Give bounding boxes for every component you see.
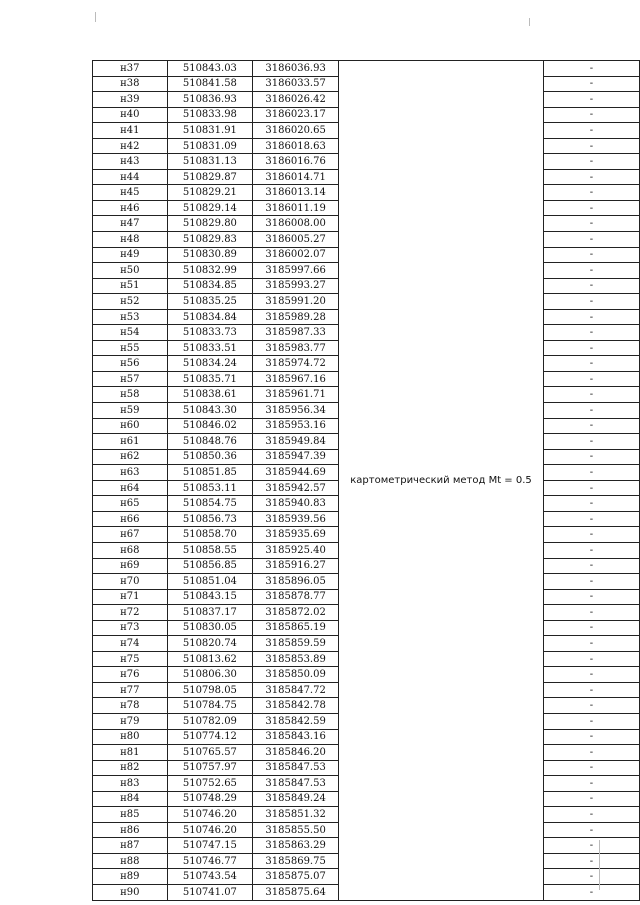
- x-coordinate-cell: 510833.51: [167, 340, 252, 356]
- point-number-cell: н71: [93, 589, 168, 605]
- x-coordinate-cell: 510834.84: [167, 309, 252, 325]
- x-coordinate-cell: 510856.73: [167, 511, 252, 527]
- point-number-cell: н56: [93, 356, 168, 372]
- y-coordinate-cell: 3185942.57: [253, 480, 339, 496]
- point-number-cell: н89: [93, 869, 168, 885]
- note-cell: -: [543, 807, 639, 823]
- note-cell: -: [543, 403, 639, 419]
- y-coordinate-cell: 3185953.16: [253, 418, 339, 434]
- x-coordinate-cell: 510843.03: [167, 61, 252, 77]
- note-cell: -: [543, 340, 639, 356]
- y-coordinate-cell: 3185989.28: [253, 309, 339, 325]
- note-cell: -: [543, 791, 639, 807]
- point-number-cell: н37: [93, 61, 168, 77]
- point-number-cell: н69: [93, 558, 168, 574]
- note-cell: -: [543, 449, 639, 465]
- point-number-cell: н49: [93, 247, 168, 263]
- x-coordinate-cell: 510846.02: [167, 418, 252, 434]
- point-number-cell: н57: [93, 371, 168, 387]
- x-coordinate-cell: 510784.75: [167, 698, 252, 714]
- x-coordinate-cell: 510838.61: [167, 387, 252, 403]
- point-number-cell: н82: [93, 760, 168, 776]
- y-coordinate-cell: 3185843.16: [253, 729, 339, 745]
- x-coordinate-cell: 510831.91: [167, 123, 252, 139]
- note-cell: -: [543, 107, 639, 123]
- point-number-cell: н41: [93, 123, 168, 139]
- y-coordinate-cell: 3186005.27: [253, 232, 339, 248]
- y-coordinate-cell: 3185987.33: [253, 325, 339, 341]
- x-coordinate-cell: 510843.15: [167, 589, 252, 605]
- note-cell: -: [543, 620, 639, 636]
- note-cell: -: [543, 558, 639, 574]
- y-coordinate-cell: 3185940.83: [253, 496, 339, 512]
- x-coordinate-cell: 510829.83: [167, 232, 252, 248]
- note-cell: -: [543, 200, 639, 216]
- note-cell: -: [543, 605, 639, 621]
- note-cell: -: [543, 729, 639, 745]
- note-cell: -: [543, 589, 639, 605]
- x-coordinate-cell: 510851.85: [167, 465, 252, 481]
- note-cell: -: [543, 263, 639, 279]
- x-coordinate-cell: 510829.21: [167, 185, 252, 201]
- y-coordinate-cell: 3185993.27: [253, 278, 339, 294]
- y-coordinate-cell: 3185961.71: [253, 387, 339, 403]
- point-number-cell: н66: [93, 511, 168, 527]
- x-coordinate-cell: 510835.25: [167, 294, 252, 310]
- point-number-cell: н76: [93, 667, 168, 683]
- point-number-cell: н67: [93, 527, 168, 543]
- y-coordinate-cell: 3185949.84: [253, 434, 339, 450]
- y-coordinate-cell: 3185935.69: [253, 527, 339, 543]
- note-cell: -: [543, 61, 639, 77]
- point-number-cell: н51: [93, 278, 168, 294]
- x-coordinate-cell: 510832.99: [167, 263, 252, 279]
- point-number-cell: н70: [93, 574, 168, 590]
- note-cell: -: [543, 822, 639, 838]
- point-number-cell: н38: [93, 76, 168, 92]
- point-number-cell: н44: [93, 169, 168, 185]
- point-number-cell: н54: [93, 325, 168, 341]
- point-number-cell: н78: [93, 698, 168, 714]
- point-number-cell: н63: [93, 465, 168, 481]
- note-cell: -: [543, 776, 639, 792]
- point-number-cell: н81: [93, 745, 168, 761]
- x-coordinate-cell: 510834.85: [167, 278, 252, 294]
- x-coordinate-cell: 510782.09: [167, 713, 252, 729]
- x-coordinate-cell: 510835.71: [167, 371, 252, 387]
- point-number-cell: н50: [93, 263, 168, 279]
- x-coordinate-cell: 510831.09: [167, 138, 252, 154]
- y-coordinate-cell: 3185983.77: [253, 340, 339, 356]
- x-coordinate-cell: 510833.98: [167, 107, 252, 123]
- x-coordinate-cell: 510837.17: [167, 605, 252, 621]
- y-coordinate-cell: 3186018.63: [253, 138, 339, 154]
- note-cell: -: [543, 216, 639, 232]
- point-number-cell: н59: [93, 403, 168, 419]
- table-row: [93, 61, 640, 77]
- note-cell: -: [543, 309, 639, 325]
- x-coordinate-cell: 510746.20: [167, 807, 252, 823]
- note-cell: -: [543, 745, 639, 761]
- x-coordinate-cell: 510746.20: [167, 822, 252, 838]
- y-coordinate-cell: 3186036.93: [253, 61, 339, 77]
- point-number-cell: н77: [93, 682, 168, 698]
- y-coordinate-cell: 3185947.39: [253, 449, 339, 465]
- x-coordinate-cell: 510747.15: [167, 838, 252, 854]
- y-coordinate-cell: 3186008.00: [253, 216, 339, 232]
- y-coordinate-cell: 3186016.76: [253, 154, 339, 170]
- note-cell: -: [543, 542, 639, 558]
- y-coordinate-cell: 3185859.59: [253, 636, 339, 652]
- point-number-cell: н64: [93, 480, 168, 496]
- point-number-cell: н68: [93, 542, 168, 558]
- y-coordinate-cell: 3186011.19: [253, 200, 339, 216]
- coordinates-table-body: [93, 61, 640, 901]
- x-coordinate-cell: 510858.55: [167, 542, 252, 558]
- y-coordinate-cell: 3185925.40: [253, 542, 339, 558]
- point-number-cell: н55: [93, 340, 168, 356]
- note-cell: -: [543, 169, 639, 185]
- point-number-cell: н40: [93, 107, 168, 123]
- x-coordinate-cell: 510831.13: [167, 154, 252, 170]
- y-coordinate-cell: 3185865.19: [253, 620, 339, 636]
- method-cell: картометрический метод Mt = 0.5: [339, 61, 544, 901]
- x-coordinate-cell: 510854.75: [167, 496, 252, 512]
- note-cell: -: [543, 884, 639, 900]
- note-cell: -: [543, 574, 639, 590]
- point-number-cell: н79: [93, 713, 168, 729]
- note-cell: -: [543, 294, 639, 310]
- y-coordinate-cell: 3185842.78: [253, 698, 339, 714]
- y-coordinate-cell: 3185853.89: [253, 651, 339, 667]
- x-coordinate-cell: 510798.05: [167, 682, 252, 698]
- y-coordinate-cell: 3185878.77: [253, 589, 339, 605]
- x-coordinate-cell: 510853.11: [167, 480, 252, 496]
- note-cell: -: [543, 247, 639, 263]
- note-cell: -: [543, 713, 639, 729]
- x-coordinate-cell: 510856.85: [167, 558, 252, 574]
- note-cell: -: [543, 527, 639, 543]
- x-coordinate-cell: 510841.58: [167, 76, 252, 92]
- note-cell: -: [543, 698, 639, 714]
- note-cell: -: [543, 853, 639, 869]
- y-coordinate-cell: 3185872.02: [253, 605, 339, 621]
- point-number-cell: н74: [93, 636, 168, 652]
- point-number-cell: н62: [93, 449, 168, 465]
- note-cell: -: [543, 667, 639, 683]
- point-number-cell: н90: [93, 884, 168, 900]
- y-coordinate-cell: 3185944.69: [253, 465, 339, 481]
- note-cell: -: [543, 92, 639, 108]
- point-number-cell: н87: [93, 838, 168, 854]
- y-coordinate-cell: 3185842.59: [253, 713, 339, 729]
- point-number-cell: н83: [93, 776, 168, 792]
- point-number-cell: н65: [93, 496, 168, 512]
- point-number-cell: н72: [93, 605, 168, 621]
- point-number-cell: н43: [93, 154, 168, 170]
- y-coordinate-cell: 3185991.20: [253, 294, 339, 310]
- y-coordinate-cell: 3185896.05: [253, 574, 339, 590]
- note-cell: -: [543, 76, 639, 92]
- x-coordinate-cell: 510851.04: [167, 574, 252, 590]
- point-number-cell: н61: [93, 434, 168, 450]
- point-number-cell: н48: [93, 232, 168, 248]
- x-coordinate-cell: 510829.87: [167, 169, 252, 185]
- y-coordinate-cell: 3185875.64: [253, 884, 339, 900]
- note-cell: -: [543, 636, 639, 652]
- y-coordinate-cell: 3185851.32: [253, 807, 339, 823]
- x-coordinate-cell: 510829.14: [167, 200, 252, 216]
- x-coordinate-cell: 510757.97: [167, 760, 252, 776]
- x-coordinate-cell: 510858.70: [167, 527, 252, 543]
- point-number-cell: н75: [93, 651, 168, 667]
- y-coordinate-cell: 3185916.27: [253, 558, 339, 574]
- y-coordinate-cell: 3185863.29: [253, 838, 339, 854]
- y-coordinate-cell: 3185855.50: [253, 822, 339, 838]
- note-cell: -: [543, 138, 639, 154]
- note-cell: -: [543, 371, 639, 387]
- note-cell: -: [543, 496, 639, 512]
- y-coordinate-cell: 3185847.53: [253, 776, 339, 792]
- y-coordinate-cell: 3185869.75: [253, 853, 339, 869]
- x-coordinate-cell: 510850.36: [167, 449, 252, 465]
- point-number-cell: н86: [93, 822, 168, 838]
- x-coordinate-cell: 510746.77: [167, 853, 252, 869]
- x-coordinate-cell: 510765.57: [167, 745, 252, 761]
- point-number-cell: н60: [93, 418, 168, 434]
- y-coordinate-cell: 3185847.72: [253, 682, 339, 698]
- x-coordinate-cell: 510848.76: [167, 434, 252, 450]
- note-cell: -: [543, 869, 639, 885]
- x-coordinate-cell: 510741.07: [167, 884, 252, 900]
- y-coordinate-cell: 3185875.07: [253, 869, 339, 885]
- y-coordinate-cell: 3185956.34: [253, 403, 339, 419]
- note-cell: -: [543, 480, 639, 496]
- point-number-cell: н73: [93, 620, 168, 636]
- scan-artifact: [95, 12, 96, 22]
- note-cell: -: [543, 682, 639, 698]
- x-coordinate-cell: 510743.54: [167, 869, 252, 885]
- x-coordinate-cell: 510813.62: [167, 651, 252, 667]
- note-cell: -: [543, 278, 639, 294]
- y-coordinate-cell: 3185997.66: [253, 263, 339, 279]
- point-number-cell: н46: [93, 200, 168, 216]
- note-cell: -: [543, 760, 639, 776]
- point-number-cell: н52: [93, 294, 168, 310]
- x-coordinate-cell: 510836.93: [167, 92, 252, 108]
- point-number-cell: н88: [93, 853, 168, 869]
- point-number-cell: н39: [93, 92, 168, 108]
- point-number-cell: н85: [93, 807, 168, 823]
- y-coordinate-cell: 3186023.17: [253, 107, 339, 123]
- y-coordinate-cell: 3186013.14: [253, 185, 339, 201]
- y-coordinate-cell: 3186026.42: [253, 92, 339, 108]
- note-cell: -: [543, 838, 639, 854]
- x-coordinate-cell: 510834.24: [167, 356, 252, 372]
- note-cell: -: [543, 185, 639, 201]
- y-coordinate-cell: 3185967.16: [253, 371, 339, 387]
- y-coordinate-cell: 3185847.53: [253, 760, 339, 776]
- point-number-cell: н45: [93, 185, 168, 201]
- point-number-cell: н58: [93, 387, 168, 403]
- point-number-cell: н42: [93, 138, 168, 154]
- point-number-cell: н80: [93, 729, 168, 745]
- y-coordinate-cell: 3185974.72: [253, 356, 339, 372]
- note-cell: -: [543, 356, 639, 372]
- x-coordinate-cell: 510806.30: [167, 667, 252, 683]
- note-cell: -: [543, 325, 639, 341]
- note-cell: -: [543, 418, 639, 434]
- note-cell: -: [543, 123, 639, 139]
- point-number-cell: н84: [93, 791, 168, 807]
- note-cell: -: [543, 154, 639, 170]
- coordinates-table: [92, 60, 640, 901]
- note-cell: -: [543, 387, 639, 403]
- note-cell: -: [543, 434, 639, 450]
- x-coordinate-cell: 510830.89: [167, 247, 252, 263]
- point-number-cell: н47: [93, 216, 168, 232]
- y-coordinate-cell: 3186002.07: [253, 247, 339, 263]
- x-coordinate-cell: 510843.30: [167, 403, 252, 419]
- x-coordinate-cell: 510833.73: [167, 325, 252, 341]
- note-cell: -: [543, 465, 639, 481]
- x-coordinate-cell: 510830.05: [167, 620, 252, 636]
- y-coordinate-cell: 3185939.56: [253, 511, 339, 527]
- y-coordinate-cell: 3185846.20: [253, 745, 339, 761]
- note-cell: -: [543, 511, 639, 527]
- scan-artifact: [529, 18, 530, 26]
- y-coordinate-cell: 3186033.57: [253, 76, 339, 92]
- x-coordinate-cell: 510748.29: [167, 791, 252, 807]
- scan-artifact: [599, 840, 600, 890]
- note-cell: -: [543, 651, 639, 667]
- x-coordinate-cell: 510820.74: [167, 636, 252, 652]
- y-coordinate-cell: 3186014.71: [253, 169, 339, 185]
- x-coordinate-cell: 510829.80: [167, 216, 252, 232]
- y-coordinate-cell: 3185850.09: [253, 667, 339, 683]
- y-coordinate-cell: 3186020.65: [253, 123, 339, 139]
- note-cell: -: [543, 232, 639, 248]
- y-coordinate-cell: 3185849.24: [253, 791, 339, 807]
- x-coordinate-cell: 510752.65: [167, 776, 252, 792]
- point-number-cell: н53: [93, 309, 168, 325]
- x-coordinate-cell: 510774.12: [167, 729, 252, 745]
